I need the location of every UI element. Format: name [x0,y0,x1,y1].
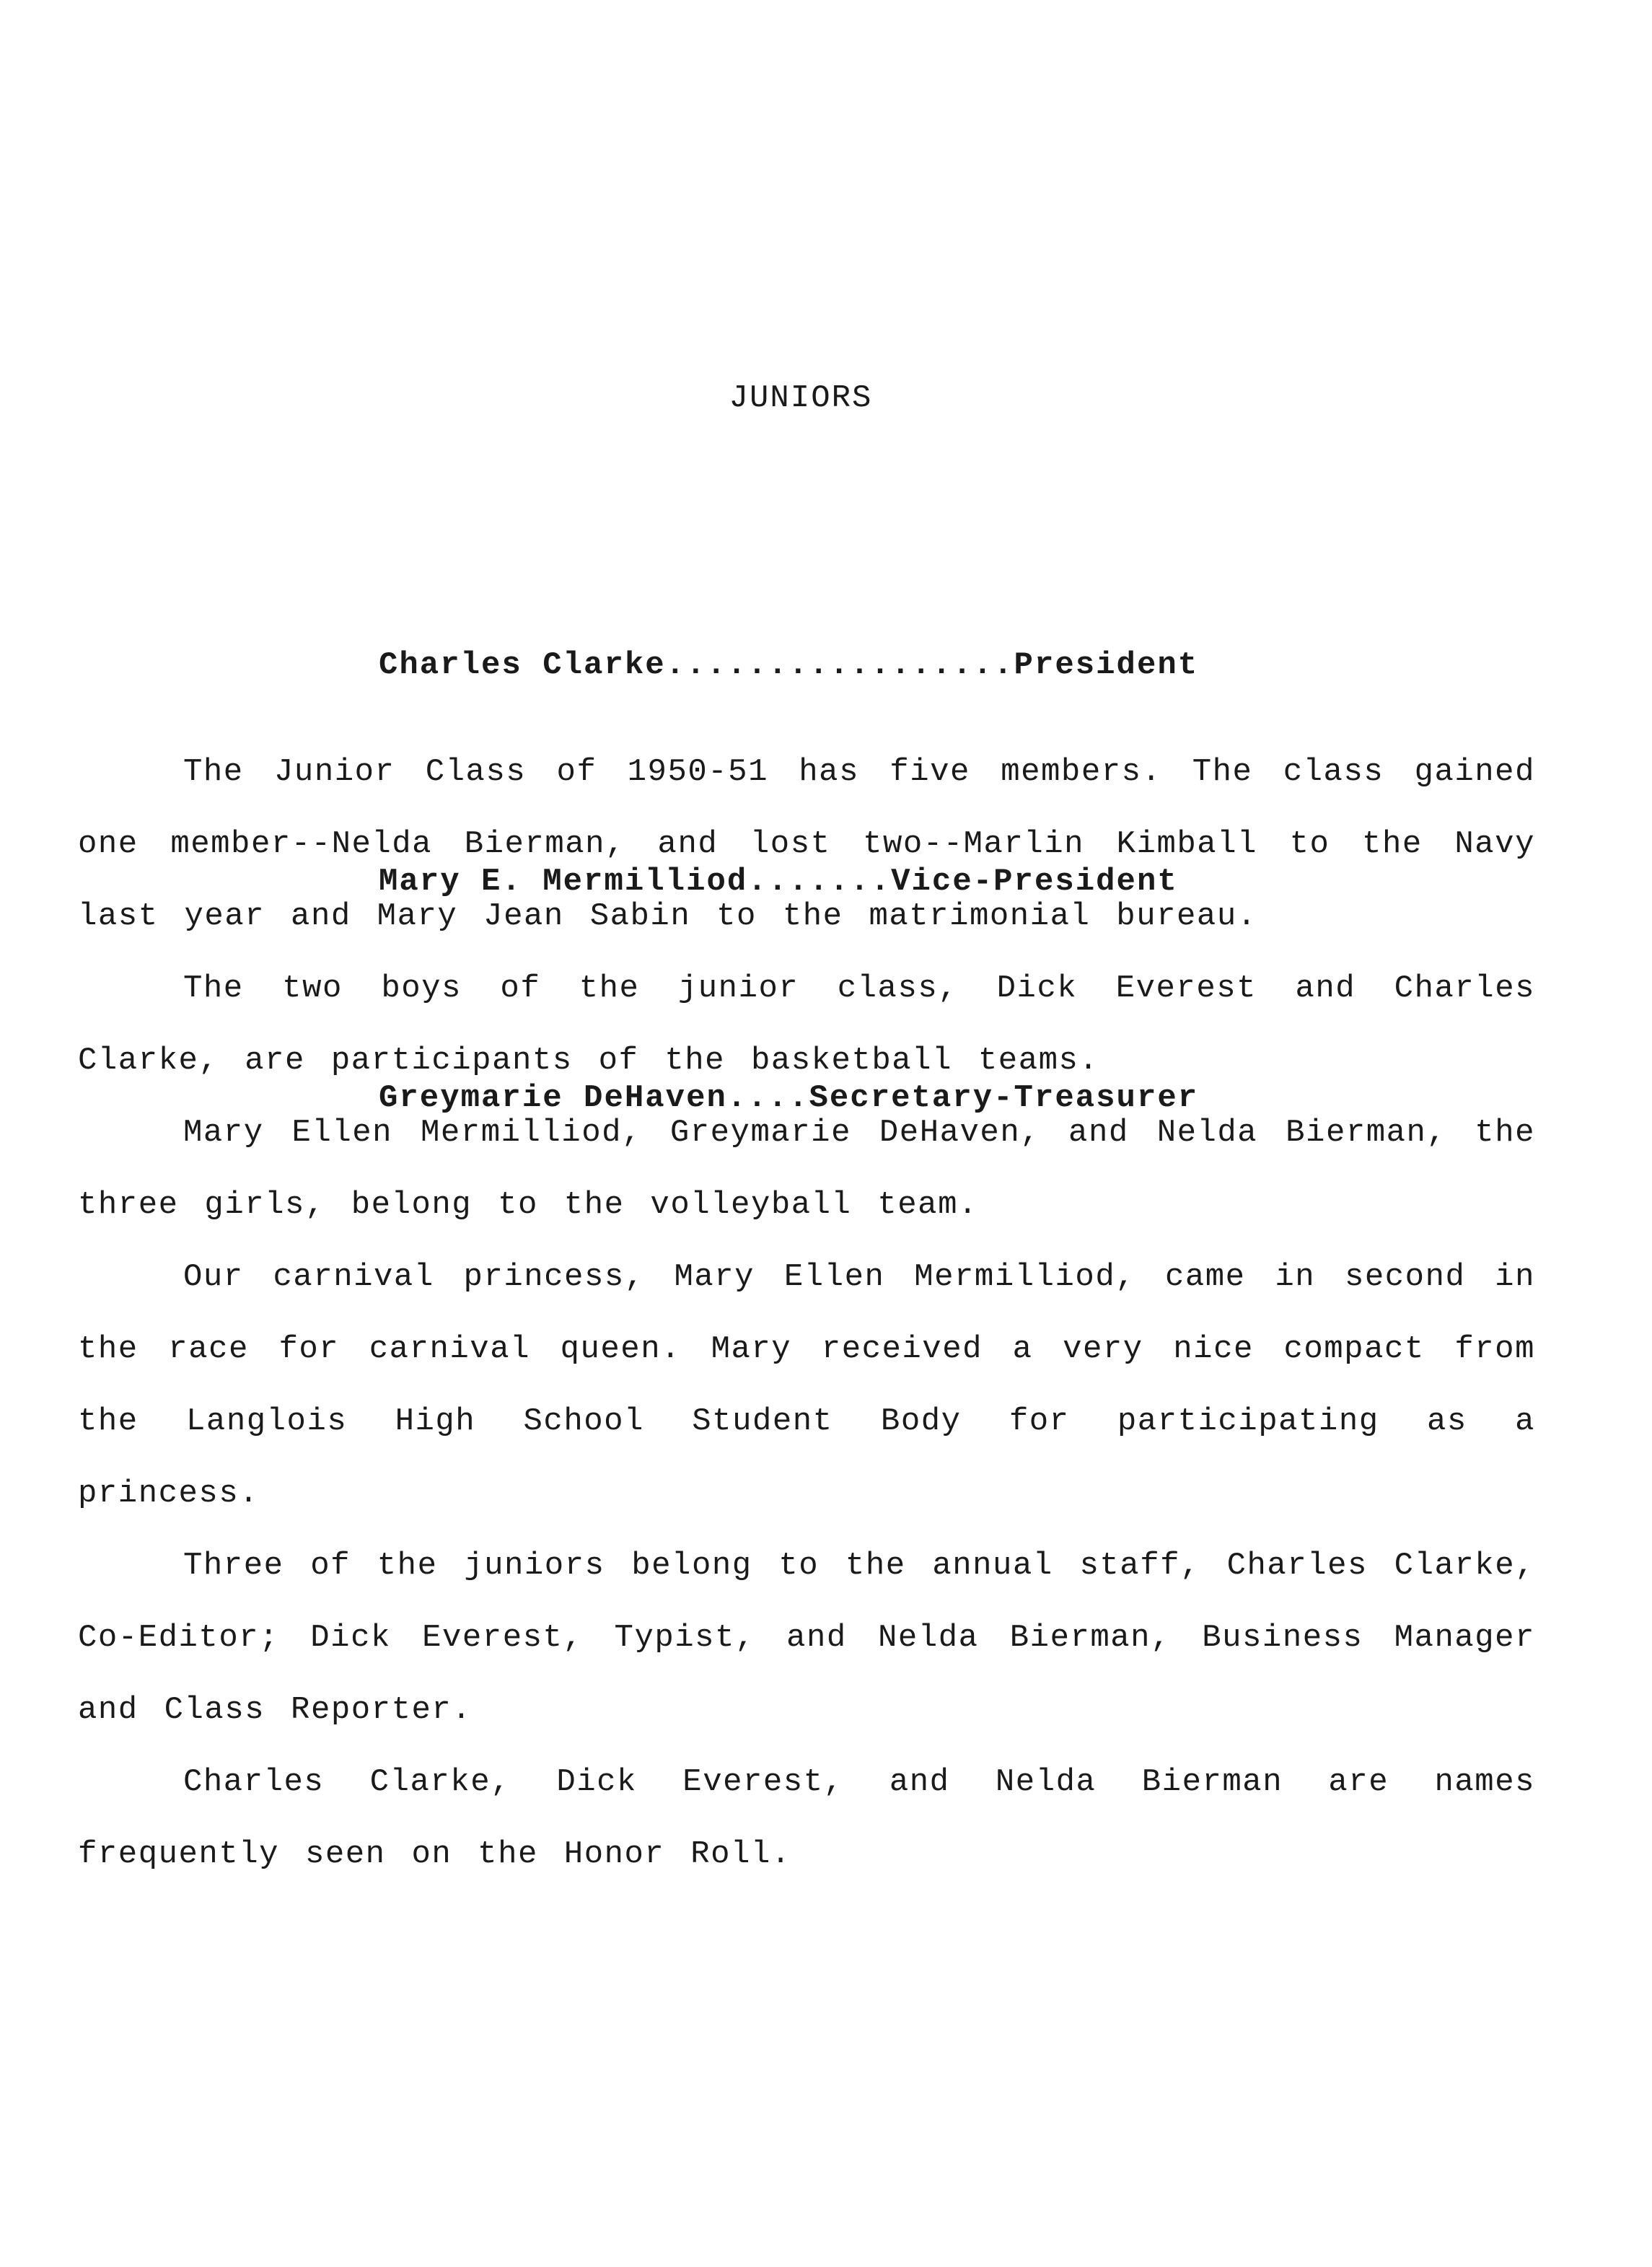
officer-president: Charles Clarke.................President [379,647,1199,683]
paragraph-class-members: The Junior Class of 1950-51 has five members. The class gained one member--Nelda Bierman, and lost two--Marlin Kimball to the Navy last year and Mary Jean Sabin to the matrimonial bureau. [78,754,1535,934]
officer-vice-president: Mary E. Mermilliod.......Vice-President [379,864,1178,900]
paragraph-carnival: Our carnival princess, Mary Ellen Mermilliod, came in second in the race for carnival queen. Mary received a very nice compact from the Langlois High School Student Body for participating as a princess. [78,1259,1535,1512]
page-title: JUNIORS [729,380,873,416]
paragraph-volleyball: Mary Ellen Mermilliod, Greymarie DeHaven, and Nelda Bierman, the three girls, belong to the volleyball team. [78,1115,1535,1223]
officer-secretary-treasurer: Greymarie DeHaven....Secretary-Treasurer [379,1080,1199,1116]
body-text [78,736,1535,1890]
paragraph-basketball: The two boys of the junior class, Dick Everest and Charles Clarke, are participants of the basketball teams. [78,970,1535,1079]
paragraph-honor-roll: Charles Clarke, Dick Everest, and Nelda Bierman are names frequently seen on the Honor Roll. [78,1764,1535,1872]
paragraph-annual-staff: Three of the juniors belong to the annual staff, Charles Clarke, Co-Editor; Dick Everest, Typist, and Nelda Bierman, Business Manager and Class Reporter. [78,1548,1535,1728]
